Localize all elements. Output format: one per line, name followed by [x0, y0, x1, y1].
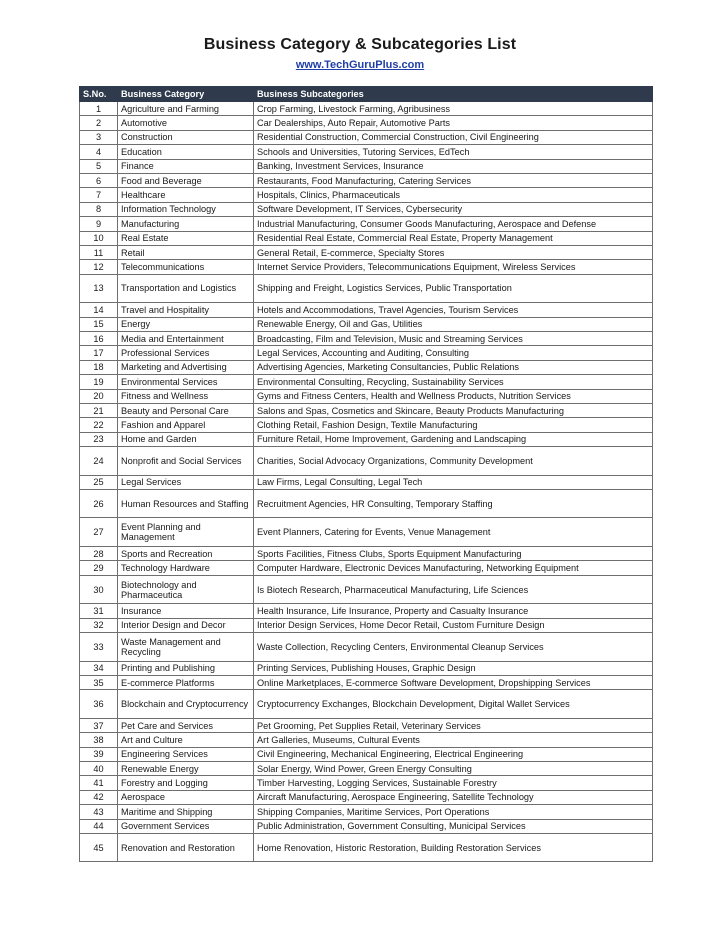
row-number: 1	[80, 102, 118, 116]
row-subcategories: Charities, Social Advocacy Organizations, Community Development	[254, 447, 653, 476]
table-row	[80, 690, 653, 719]
row-number: 36	[80, 690, 118, 719]
row-subcategories: Cryptocurrency Exchanges, Blockchain Development, Digital Wallet Services	[254, 690, 653, 719]
row-category: Travel and Hospitality	[118, 303, 254, 317]
row-category: Telecommunications	[118, 260, 254, 274]
row-subcategories: Crop Farming, Livestock Farming, Agribusiness	[254, 102, 653, 116]
row-category: Art and Culture	[118, 733, 254, 747]
row-number: 6	[80, 173, 118, 187]
row-subcategories: Is Biotech Research, Pharmaceutical Manufacturing, Life Sciences	[254, 575, 653, 604]
row-number: 18	[80, 360, 118, 374]
row-subcategories: Hotels and Accommodations, Travel Agencies, Tourism Services	[254, 303, 653, 317]
row-subcategories: Legal Services, Accounting and Auditing, Consulting	[254, 346, 653, 360]
row-category: Education	[118, 145, 254, 159]
table-row	[80, 805, 653, 819]
row-category: Energy	[118, 317, 254, 331]
table-row	[80, 346, 653, 360]
row-number: 35	[80, 675, 118, 689]
table-row	[80, 274, 653, 303]
table-row	[80, 188, 653, 202]
table-row	[80, 331, 653, 345]
row-number: 21	[80, 403, 118, 417]
row-subcategories: Restaurants, Food Manufacturing, Catering Services	[254, 173, 653, 187]
table-row	[80, 159, 653, 173]
row-subcategories: General Retail, E-commerce, Specialty Stores	[254, 245, 653, 259]
table-row	[80, 130, 653, 144]
table-row	[80, 303, 653, 317]
row-number: 28	[80, 546, 118, 560]
table-row	[80, 403, 653, 417]
row-subcategories: Pet Grooming, Pet Supplies Retail, Veterinary Services	[254, 718, 653, 732]
row-number: 37	[80, 718, 118, 732]
table-row	[80, 145, 653, 159]
row-category: Agriculture and Farming	[118, 102, 254, 116]
row-number: 10	[80, 231, 118, 245]
table-row	[80, 518, 653, 547]
table-row	[80, 633, 653, 662]
row-number: 22	[80, 418, 118, 432]
row-category: Waste Management and Recycling	[118, 633, 254, 662]
row-subcategories: Interior Design Services, Home Decor Retail, Custom Furniture Design	[254, 618, 653, 632]
table-row	[80, 202, 653, 216]
row-category: Fitness and Wellness	[118, 389, 254, 403]
row-category: Fashion and Apparel	[118, 418, 254, 432]
row-subcategories: Home Renovation, Historic Restoration, Building Restoration Services	[254, 833, 653, 862]
table-row	[80, 389, 653, 403]
row-number: 30	[80, 575, 118, 604]
row-subcategories: Sports Facilities, Fitness Clubs, Sports Equipment Manufacturing	[254, 546, 653, 560]
row-category: Nonprofit and Social Services	[118, 447, 254, 476]
row-number: 16	[80, 331, 118, 345]
row-category: Aerospace	[118, 790, 254, 804]
table-row	[80, 102, 653, 116]
table-row	[80, 116, 653, 130]
row-number: 27	[80, 518, 118, 547]
row-subcategories: Timber Harvesting, Logging Services, Sustainable Forestry	[254, 776, 653, 790]
table-row	[80, 375, 653, 389]
table-row	[80, 231, 653, 245]
row-category: Transportation and Logistics	[118, 274, 254, 303]
row-number: 42	[80, 790, 118, 804]
table-row	[80, 819, 653, 833]
row-category: E-commerce Platforms	[118, 675, 254, 689]
row-category: Government Services	[118, 819, 254, 833]
table-row	[80, 604, 653, 618]
row-subcategories: Aircraft Manufacturing, Aerospace Engineering, Satellite Technology	[254, 790, 653, 804]
row-category: Manufacturing	[118, 217, 254, 231]
row-subcategories: Environmental Consulting, Recycling, Sustainability Services	[254, 375, 653, 389]
row-subcategories: Advertising Agencies, Marketing Consultancies, Public Relations	[254, 360, 653, 374]
row-subcategories: Banking, Investment Services, Insurance	[254, 159, 653, 173]
row-subcategories: Residential Construction, Commercial Construction, Civil Engineering	[254, 130, 653, 144]
row-subcategories: Health Insurance, Life Insurance, Property and Casualty Insurance	[254, 604, 653, 618]
row-number: 5	[80, 159, 118, 173]
row-number: 29	[80, 561, 118, 575]
row-category: Interior Design and Decor	[118, 618, 254, 632]
row-category: Insurance	[118, 604, 254, 618]
row-category: Real Estate	[118, 231, 254, 245]
row-category: Environmental Services	[118, 375, 254, 389]
row-number: 20	[80, 389, 118, 403]
table-row	[80, 675, 653, 689]
row-number: 7	[80, 188, 118, 202]
row-category: Engineering Services	[118, 747, 254, 761]
row-category: Information Technology	[118, 202, 254, 216]
row-number: 31	[80, 604, 118, 618]
row-subcategories: Clothing Retail, Fashion Design, Textile Manufacturing	[254, 418, 653, 432]
row-number: 33	[80, 633, 118, 662]
row-subcategories: Shipping Companies, Maritime Services, Port Operations	[254, 805, 653, 819]
row-category: Automotive	[118, 116, 254, 130]
header-subcategories: Business Subcategories	[254, 87, 653, 102]
row-number: 23	[80, 432, 118, 446]
table-row	[80, 776, 653, 790]
table-row	[80, 245, 653, 259]
row-category: Construction	[118, 130, 254, 144]
header-sno: S.No.	[80, 87, 118, 102]
row-category: Legal Services	[118, 475, 254, 489]
row-number: 19	[80, 375, 118, 389]
row-number: 15	[80, 317, 118, 331]
row-number: 2	[80, 116, 118, 130]
row-subcategories: Residential Real Estate, Commercial Real Estate, Property Management	[254, 231, 653, 245]
table-header	[80, 87, 653, 102]
table-row	[80, 833, 653, 862]
row-category: Biotechnology and Pharmaceutica	[118, 575, 254, 604]
row-category: Renovation and Restoration	[118, 833, 254, 862]
table-row	[80, 790, 653, 804]
row-number: 4	[80, 145, 118, 159]
row-number: 13	[80, 274, 118, 303]
row-subcategories: Internet Service Providers, Telecommunications Equipment, Wireless Services	[254, 260, 653, 274]
table-row	[80, 561, 653, 575]
row-number: 44	[80, 819, 118, 833]
row-subcategories: Software Development, IT Services, Cybersecurity	[254, 202, 653, 216]
row-category: Forestry and Logging	[118, 776, 254, 790]
table-row	[80, 475, 653, 489]
header-row	[80, 87, 653, 102]
row-category: Healthcare	[118, 188, 254, 202]
table-row	[80, 260, 653, 274]
row-number: 38	[80, 733, 118, 747]
table-row	[80, 447, 653, 476]
row-subcategories: Law Firms, Legal Consulting, Legal Tech	[254, 475, 653, 489]
row-subcategories: Gyms and Fitness Centers, Health and Wellness Products, Nutrition Services	[254, 389, 653, 403]
table-row	[80, 489, 653, 518]
row-number: 41	[80, 776, 118, 790]
table-row	[80, 418, 653, 432]
table-row	[80, 747, 653, 761]
row-subcategories: Industrial Manufacturing, Consumer Goods Manufacturing, Aerospace and Defense	[254, 217, 653, 231]
row-number: 14	[80, 303, 118, 317]
row-subcategories: Computer Hardware, Electronic Devices Manufacturing, Networking Equipment	[254, 561, 653, 575]
row-category: Maritime and Shipping	[118, 805, 254, 819]
row-category: Human Resources and Staffing	[118, 489, 254, 518]
table-row	[80, 618, 653, 632]
row-category: Blockchain and Cryptocurrency	[118, 690, 254, 719]
table-row	[80, 733, 653, 747]
row-subcategories: Solar Energy, Wind Power, Green Energy Consulting	[254, 762, 653, 776]
row-number: 24	[80, 447, 118, 476]
row-subcategories: Furniture Retail, Home Improvement, Gardening and Landscaping	[254, 432, 653, 446]
row-category: Sports and Recreation	[118, 546, 254, 560]
table-row	[80, 217, 653, 231]
row-subcategories: Renewable Energy, Oil and Gas, Utilities	[254, 317, 653, 331]
table-row	[80, 173, 653, 187]
row-category: Technology Hardware	[118, 561, 254, 575]
row-category: Printing and Publishing	[118, 661, 254, 675]
table-row	[80, 546, 653, 560]
row-category: Finance	[118, 159, 254, 173]
row-subcategories: Broadcasting, Film and Television, Music and Streaming Services	[254, 331, 653, 345]
table-row	[80, 317, 653, 331]
row-category: Retail	[118, 245, 254, 259]
row-number: 40	[80, 762, 118, 776]
row-category: Food and Beverage	[118, 173, 254, 187]
row-category: Marketing and Advertising	[118, 360, 254, 374]
row-subcategories: Event Planners, Catering for Events, Venue Management	[254, 518, 653, 547]
row-subcategories: Public Administration, Government Consulting, Municipal Services	[254, 819, 653, 833]
table-row	[80, 360, 653, 374]
table-row	[80, 575, 653, 604]
category-table	[79, 86, 653, 862]
table-row	[80, 432, 653, 446]
row-number: 34	[80, 661, 118, 675]
row-subcategories: Salons and Spas, Cosmetics and Skincare, Beauty Products Manufacturing	[254, 403, 653, 417]
row-subcategories: Hospitals, Clinics, Pharmaceuticals	[254, 188, 653, 202]
row-number: 3	[80, 130, 118, 144]
header-category: Business Category	[118, 87, 254, 102]
row-category: Beauty and Personal Care	[118, 403, 254, 417]
page-title: Business Category & Subcategories List	[203, 36, 517, 53]
row-subcategories: Car Dealerships, Auto Repair, Automotive Parts	[254, 116, 653, 130]
row-number: 39	[80, 747, 118, 761]
row-category: Media and Entertainment	[118, 331, 254, 345]
row-category: Home and Garden	[118, 432, 254, 446]
row-number: 25	[80, 475, 118, 489]
row-subcategories: Waste Collection, Recycling Centers, Environmental Cleanup Services	[254, 633, 653, 662]
website-link[interactable]: www.TechGuruPlus.com	[295, 59, 425, 71]
row-subcategories: Shipping and Freight, Logistics Services, Public Transportation	[254, 274, 653, 303]
row-number: 9	[80, 217, 118, 231]
row-number: 45	[80, 833, 118, 862]
row-category: Event Planning and Management	[118, 518, 254, 547]
table-body	[80, 102, 653, 862]
row-number: 8	[80, 202, 118, 216]
row-category: Renewable Energy	[118, 762, 254, 776]
row-number: 12	[80, 260, 118, 274]
table-row	[80, 661, 653, 675]
row-subcategories: Art Galleries, Museums, Cultural Events	[254, 733, 653, 747]
row-number: 17	[80, 346, 118, 360]
row-subcategories: Schools and Universities, Tutoring Services, EdTech	[254, 145, 653, 159]
row-category: Pet Care and Services	[118, 718, 254, 732]
row-number: 32	[80, 618, 118, 632]
table-row	[80, 718, 653, 732]
table-row	[80, 762, 653, 776]
row-subcategories: Printing Services, Publishing Houses, Graphic Design	[254, 661, 653, 675]
row-number: 26	[80, 489, 118, 518]
row-subcategories: Recruitment Agencies, HR Consulting, Temporary Staffing	[254, 489, 653, 518]
row-subcategories: Online Marketplaces, E-commerce Software Development, Dropshipping Services	[254, 675, 653, 689]
row-number: 43	[80, 805, 118, 819]
row-category: Professional Services	[118, 346, 254, 360]
row-number: 11	[80, 245, 118, 259]
row-subcategories: Civil Engineering, Mechanical Engineering, Electrical Engineering	[254, 747, 653, 761]
